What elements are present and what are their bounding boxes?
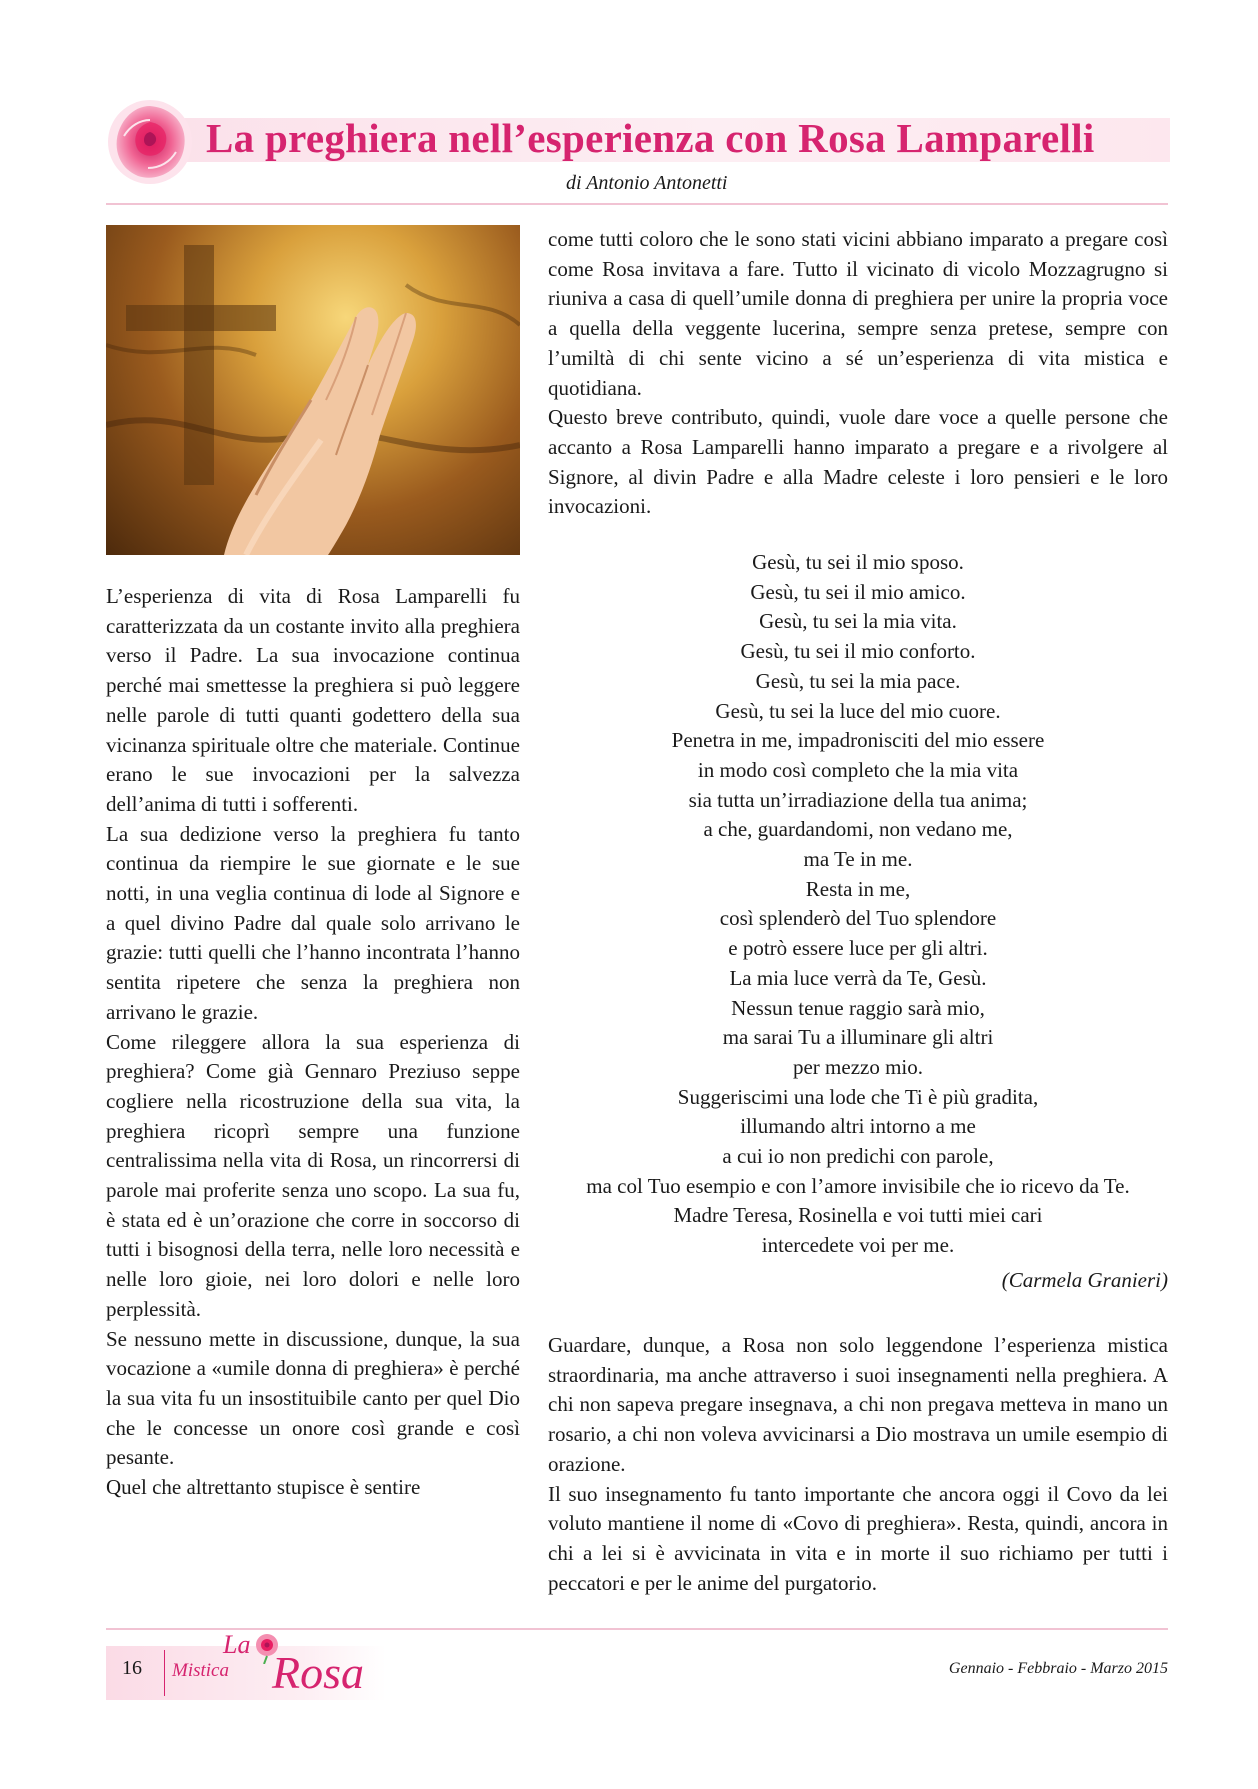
- paragraph: Questo breve contributo, quindi, vuole dare voce a quelle persone che accanto a Rosa Lamparelli hanno imparato a pregare e a rivolgere al Signore, al divin Padre e alla Madre celeste i loro pensieri e le loro invocazioni.: [548, 405, 1168, 519]
- left-column: [106, 582, 520, 1503]
- poem-line: Suggeriscimi una lode che Ti è più gradita,: [677, 1084, 1039, 1109]
- poem-line: Resta in me,: [805, 876, 911, 901]
- poem-line: a che, guardandomi, non vedano me,: [703, 817, 1013, 842]
- logo-mistica: Mistica: [172, 1660, 229, 1681]
- paragraph: Il suo insegnamento fu tanto importante che ancora oggi il Covo da lei voluto mantiene il nome di «Covo di preghiera». Resta, quindi, ancora in chi a lei si è avvicinata in vita e in morte il suo richiamo per tutti i peccatori e per le anime del purgatorio.: [548, 1481, 1168, 1595]
- page-number: 16: [122, 1657, 142, 1679]
- right-column-bottom: [548, 1331, 1168, 1598]
- poem-line: Gesù, tu sei la mia vita.: [759, 609, 957, 634]
- poem-line: sia tutta un’irradiazione della tua anima;: [688, 787, 1028, 812]
- paragraph: L’esperienza di vita di Rosa Lamparelli fu caratterizzata da un costante invito alla preghiera verso il Padre. La sua invocazione continua perché mai smettesse la preghiera si può leggere nelle parole di tutti quanti godettero della sua vicinanza spirituale oltre che materiale. Continue erano le sue invocazioni per la salvezza dell’anima di tutti i sofferenti.: [106, 584, 520, 816]
- poem-line: ma col Tuo esempio e con l’amore invisibile che io ricevo da Te.: [586, 1173, 1130, 1198]
- poem-line: intercedete voi per me.: [761, 1233, 955, 1258]
- poem-line: Madre Teresa, Rosinella e voi tutti miei cari: [673, 1203, 1043, 1228]
- poem-line: in modo così completo che la mia vita: [697, 757, 1019, 782]
- poem-line: Gesù, tu sei la luce del mio cuore.: [715, 698, 1001, 723]
- poem-author: (Carmela Granieri): [1001, 1268, 1168, 1292]
- paragraph: Come rileggere allora la sua esperienza di preghiera? Come già Gennaro Preziuso seppe cogliere nella ricostruzione della sua vita, la preghiera ricoprì sempre una funzione centralissima nella vita di Rosa, un rincorrersi di parole mai proferite senza uno scopo. La sua fu, è stata ed è un’orazione che corre in soccorso di tutti i bisognosi della terra, nelle loro necessità e nelle loro gioie, nei loro dolori e nelle loro perplessità.: [106, 1029, 520, 1321]
- paragraph: Quel che altrettanto stupisce è sentire: [106, 1475, 421, 1500]
- logo-la: La: [223, 1630, 251, 1659]
- rose-icon: [104, 96, 196, 188]
- paragraph: Guardare, dunque, a Rosa non solo leggendone l’esperienza mistica straordinaria, ma anche attraverso i suoi insegnamenti nella preghiera. A chi non sapeva pregare insegnava, a chi non pregava metteva in mano un rosario, a chi non voleva avvicinarsi a Dio mostrava un umile esempio di orazione.: [548, 1333, 1168, 1476]
- issue-date: Gennaio - Febbraio - Marzo 2015: [948, 1660, 1168, 1677]
- byline: di Antonio Antonetti: [566, 172, 728, 194]
- paragraph: Se nessuno mette in discussione, dunque, la sua vocazione a «umile donna di preghiera» è perché la sua vita fu un insostituibile canto per quel Dio che le concesse un onore così grande e così pesante.: [106, 1326, 520, 1470]
- poem-line: per mezzo mio.: [792, 1054, 924, 1079]
- page-title: La preghiera nell’esperienza con Rosa Lamparelli: [206, 115, 1095, 161]
- poem-line: Gesù, tu sei il mio amico.: [750, 579, 966, 604]
- praying-hands-icon: [106, 225, 520, 555]
- praying-hands-photo: [106, 225, 520, 555]
- footer-separator: [164, 1650, 165, 1696]
- poem: [548, 548, 1168, 1261]
- poem-line: La mia luce verrà da Te, Gesù.: [729, 965, 987, 990]
- poem-line: a cui io non predichi con parole,: [722, 1144, 994, 1169]
- poem-line: così splenderò del Tuo splendore: [719, 906, 997, 931]
- logo-rosa: Rosa: [272, 1647, 364, 1698]
- poem-line: illumando altri intorno a me: [740, 1114, 976, 1139]
- poem-line: Gesù, tu sei la mia pace.: [755, 668, 961, 693]
- poem-line: Gesù, tu sei il mio sposo.: [752, 550, 964, 574]
- poem-line: e potrò essere luce per gli altri.: [728, 936, 988, 961]
- paragraph: come tutti coloro che le sono stati vicini abbiano imparato a pregare così come Rosa invitava a fare. Tutto il vicinato di vicolo Mozzagrugno si riuniva a casa di quell’umile donna di preghiera per unire la propria voce a quella della veggente lucerina, sempre senza pretese, sempre con l’umiltà di chi sente vicino a sé un’esperienza di vita mistica e quotidiana.: [548, 227, 1168, 400]
- poem-line: Penetra in me, impadronisciti del mio essere: [671, 728, 1045, 753]
- poem-line: Gesù, tu sei il mio conforto.: [740, 639, 976, 664]
- poem-line: Nessun tenue raggio sarà mio,: [731, 995, 985, 1020]
- poem-line: ma sarai Tu a illuminare gli altri: [722, 1025, 994, 1050]
- poem-line: ma Te in me.: [803, 847, 913, 872]
- header-divider: [106, 203, 1168, 205]
- right-column-top: [548, 225, 1168, 522]
- paragraph: La sua dedizione verso la preghiera fu tanto continua da riempire le sue giornate e le sue notti, in una veglia continua di lode al Signore e a quel divino Padre dal quale solo arrivano le grazie: tutti quelli che l’hanno incontrata l’hanno sentita ripetere che senza la preghiera non arrivano le grazie.: [106, 821, 520, 1024]
